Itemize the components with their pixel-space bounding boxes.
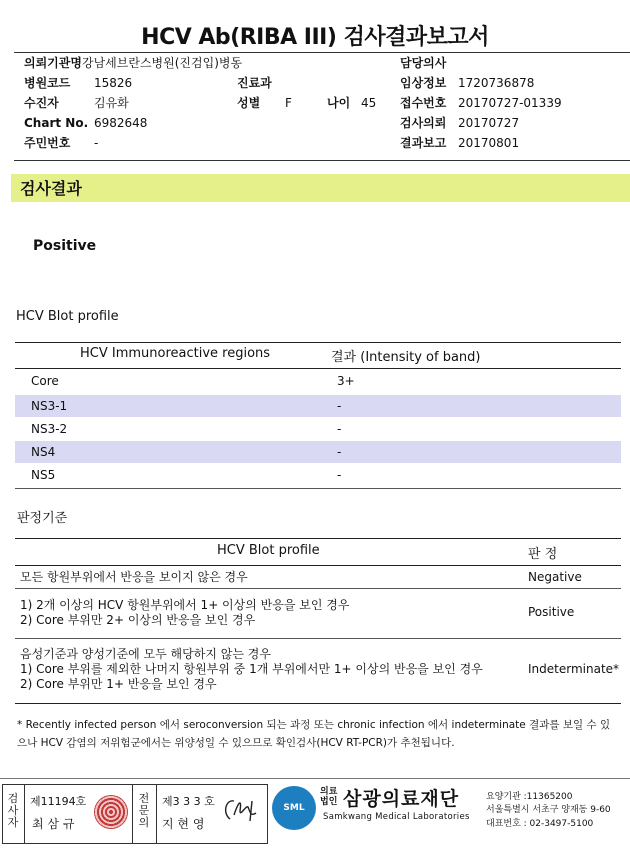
value-chart-no: 6982648 — [94, 116, 148, 130]
sml-logo-icon: SML — [272, 786, 316, 830]
value-report-date: 20170801 — [458, 136, 520, 150]
header-region: HCV Immunoreactive regions — [80, 346, 271, 361]
blot-heading: HCV Blot profile — [16, 309, 119, 324]
row-region: Core — [31, 374, 59, 388]
table-row — [15, 395, 621, 417]
section-title: 검사결과 — [20, 179, 82, 198]
criteria-line: 1) 2개 이상의 HCV 항원부위에서 1+ 이상의 반응을 보인 경우 — [20, 598, 350, 612]
label-report-date: 결과보고 — [400, 136, 447, 150]
info-mid — [237, 73, 292, 113]
section-bar — [11, 174, 630, 202]
label-sex: 성별 — [237, 96, 261, 110]
label-clinical-info: 임상정보 — [400, 76, 447, 90]
value-institution: 강남세브란스병원(진검입)병동 — [82, 56, 243, 70]
info-left — [24, 53, 242, 153]
footer-divider — [0, 778, 630, 779]
seal-stamp — [94, 795, 128, 829]
row-result: - — [337, 422, 342, 436]
org-prefix: 의료법인 — [320, 787, 338, 807]
criteria-negative-judgment: Negative — [528, 570, 582, 584]
value-resident-no: - — [94, 136, 99, 150]
org-phone: 대표번호 : 02-3497-5100 — [486, 819, 594, 829]
criteria-header-judgment: 판 정 — [528, 547, 558, 562]
criteria-positive-text — [20, 598, 349, 628]
label-request-date: 검사의뢰 — [400, 116, 447, 130]
value-receipt-no: 20170727-01339 — [458, 96, 562, 110]
info-right — [400, 53, 562, 153]
criteria-header-profile: HCV Blot profile — [217, 543, 320, 558]
label-patient: 수진자 — [24, 96, 59, 110]
criteria-bottom-line — [15, 703, 621, 704]
row-result: - — [337, 468, 342, 482]
org-name: 삼광의료재단 — [343, 788, 460, 810]
table-header-line — [15, 368, 621, 369]
approver-license-no: 제3 3 3 호 — [162, 795, 215, 808]
value-age: 45 — [361, 96, 377, 110]
row-region: NS3-2 — [31, 422, 68, 436]
approver-name: 지 현 영 — [162, 817, 205, 831]
label-resident-no: 주민번호 — [24, 136, 71, 150]
value-patient: 김유화 — [94, 96, 129, 110]
table-row — [15, 418, 621, 440]
row-region: NS4 — [31, 445, 56, 459]
table-row — [15, 370, 621, 392]
label-chart-no: Chart No. — [24, 116, 89, 130]
table-row — [15, 441, 621, 463]
tester-label: 검사자 — [7, 792, 19, 829]
report-title: HCV Ab(RIBA III) 검사결과보고서 — [141, 25, 489, 50]
info-age — [327, 93, 376, 113]
criteria-header-line — [15, 565, 621, 566]
table-top-line — [15, 342, 621, 343]
label-department: 진료과 — [237, 76, 272, 90]
tester-name: 최 삼 규 — [32, 817, 75, 831]
info-divider — [14, 160, 630, 161]
label-hospital-code: 병원코드 — [24, 76, 71, 90]
overall-result: Positive — [33, 238, 97, 254]
table-bottom-line — [15, 488, 621, 489]
stamp-divider-3 — [156, 785, 157, 843]
criteria-heading: 판정기준 — [17, 511, 68, 526]
criteria-line: 1) Core 부위를 제외한 나머지 항원부위 중 1개 부위에서만 1+ 이상의 반응을 보인 경우 — [20, 662, 483, 676]
criteria-line: 2) Core 부위만 1+ 반응을 보인 경우 — [20, 677, 217, 691]
criteria-line: 모든 항원부위에서 반응을 보이지 않은 경우 — [20, 570, 248, 584]
org-address: 서울특별시 서초구 양재동 9-60 — [486, 805, 611, 815]
stamp-divider-1 — [24, 785, 25, 843]
footnote: * Recently infected person 에서 seroconversion 되는 과정 또는 chronic infection 에서 indeterminate 결과를 보일 수 있으나 HCV 감염의 저위험군에서는 위양성일 수 있으므로 확인검사(HCV RT-PCR)가 추천됩니다. — [17, 719, 611, 749]
label-institution: 의뢰기관명 — [24, 56, 82, 70]
org-code: 요양기관 :11365200 — [486, 792, 573, 802]
criteria-line: 음성기준과 양성기준에 모두 해당하지 않는 경우 — [20, 647, 271, 661]
org-subtitle: Samkwang Medical Laboratories — [323, 812, 470, 822]
label-age: 나이 — [327, 96, 351, 110]
value-hospital-code: 15826 — [94, 76, 133, 90]
stamp-divider-2 — [132, 785, 133, 843]
criteria-positive-judgment: Positive — [528, 605, 575, 619]
row-result: 3+ — [337, 374, 355, 388]
criteria-line: 2) Core 부위만 2+ 이상의 반응을 보인 경우 — [20, 613, 256, 627]
label-receipt-no: 접수번호 — [400, 96, 447, 110]
value-sex: F — [285, 96, 292, 110]
value-request-date: 20170727 — [458, 116, 520, 130]
approver-label: 전문의 — [138, 792, 150, 829]
signature-icon — [220, 793, 262, 827]
label-doctor: 담당의사 — [400, 56, 447, 70]
tester-license-no: 제11194호 — [30, 795, 87, 808]
header-result: 결과 (Intensity of band) — [331, 350, 481, 365]
criteria-negative-text — [20, 570, 248, 585]
row-region: NS3-1 — [31, 399, 68, 413]
criteria-indeterminate-judgment: Indeterminate* — [528, 662, 620, 676]
row-result: - — [337, 445, 342, 459]
criteria-indeterminate-text — [20, 647, 483, 692]
row-region: NS5 — [31, 468, 56, 482]
table-row — [15, 464, 621, 486]
row-result: - — [337, 399, 342, 413]
value-clinical-info: 1720736878 — [458, 76, 535, 90]
criteria-line-2 — [15, 638, 621, 639]
criteria-top-line — [15, 538, 621, 539]
criteria-line-1 — [15, 588, 621, 589]
